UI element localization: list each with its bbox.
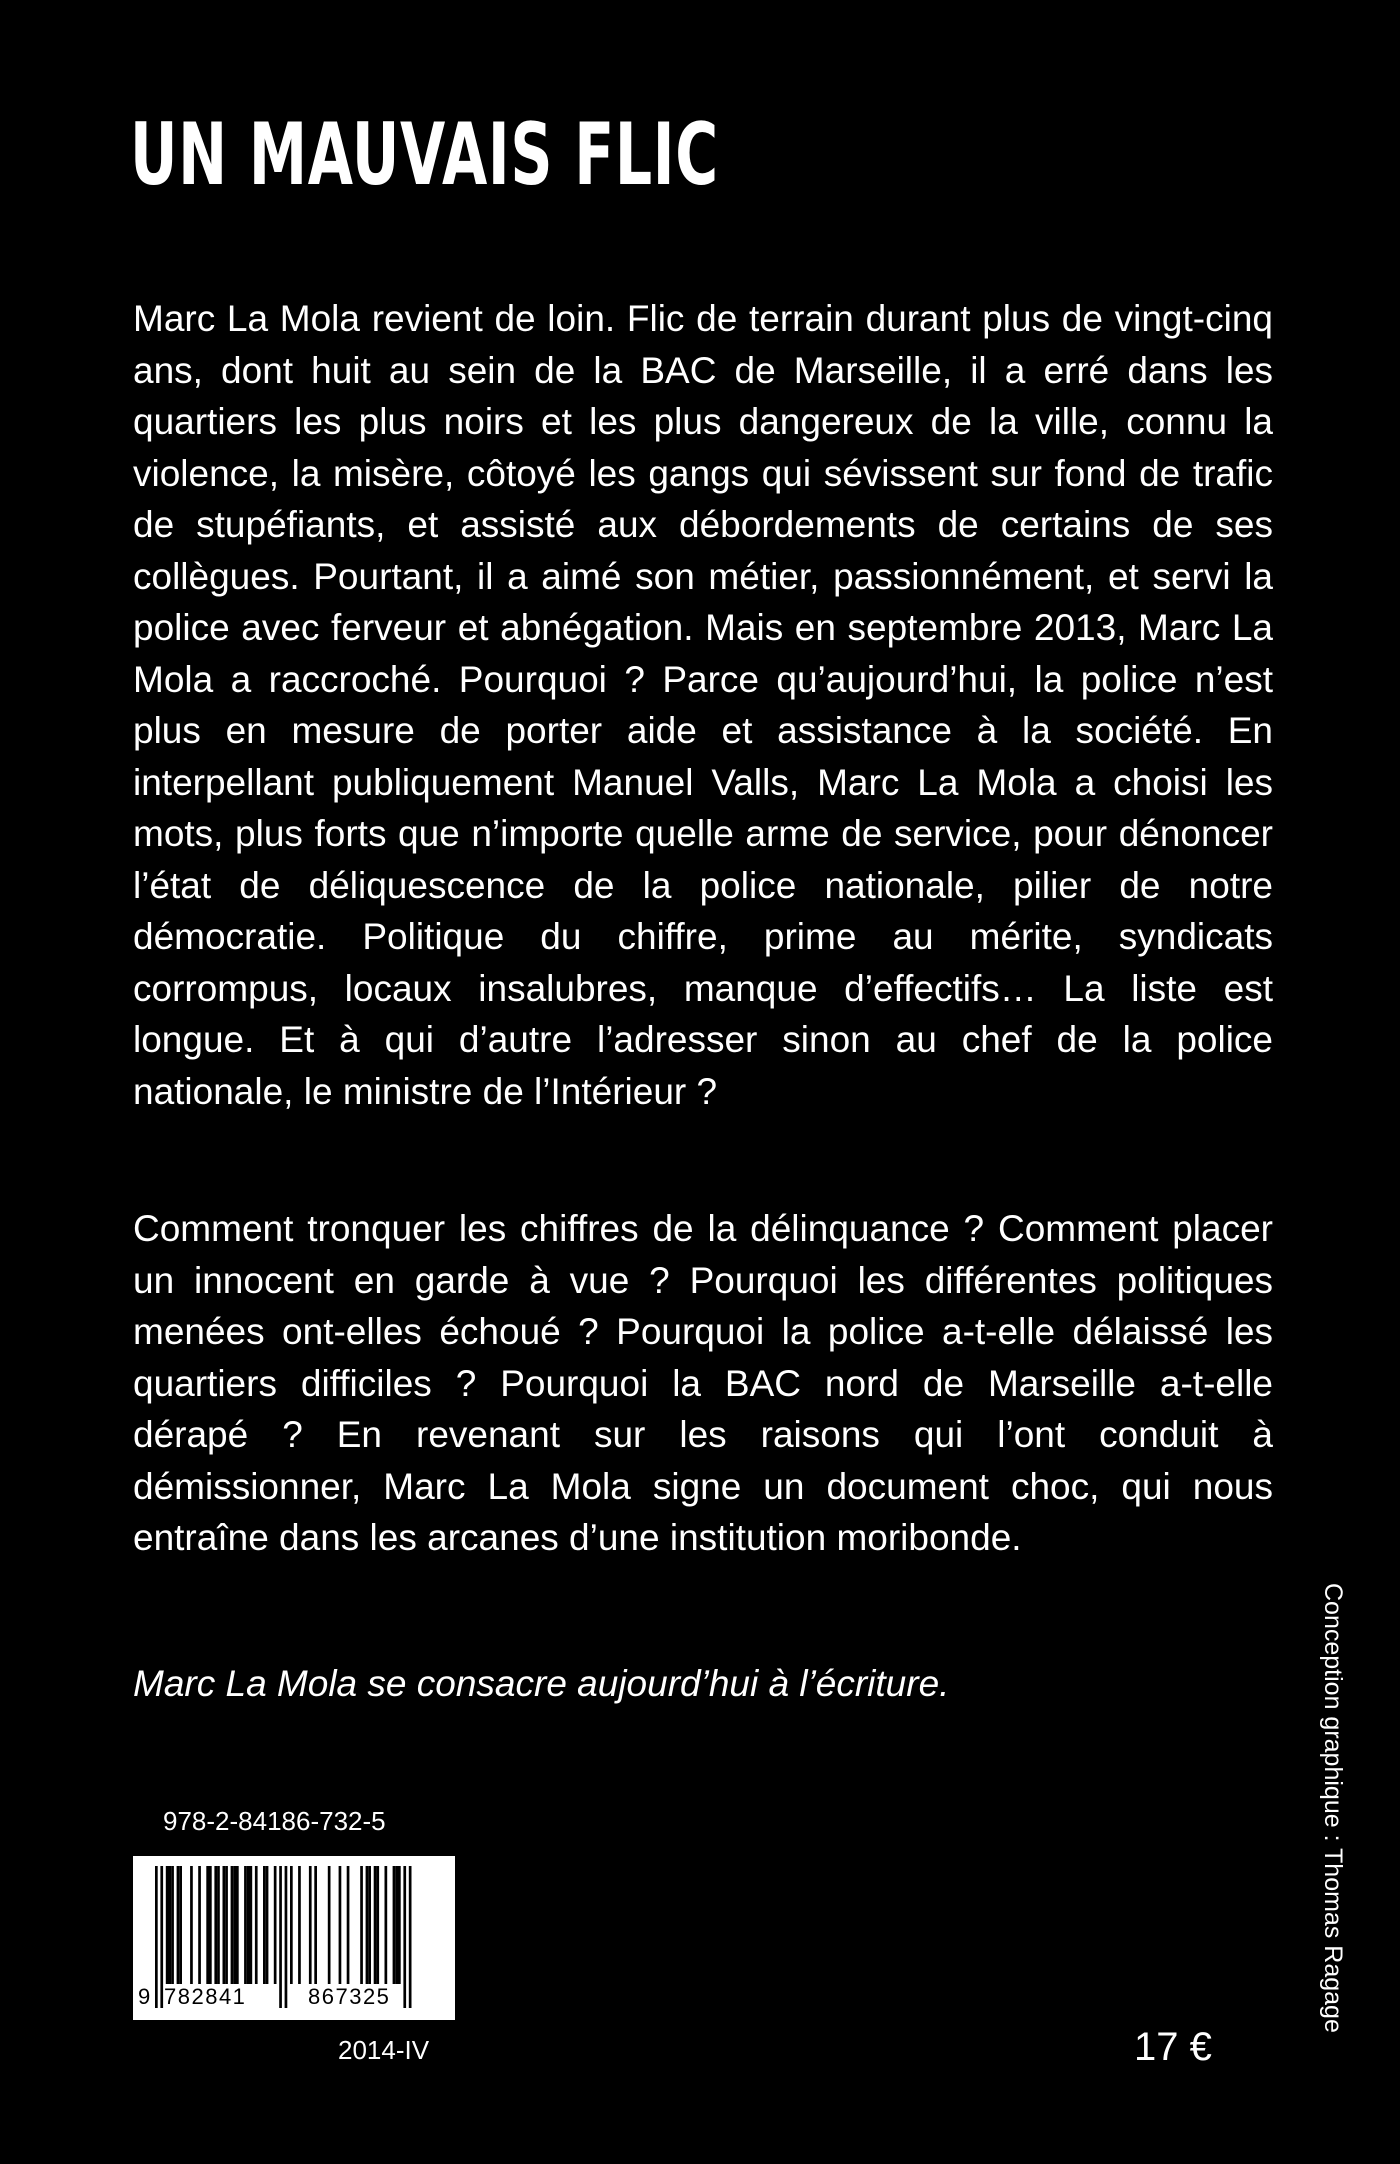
- barcode-bar: [198, 1866, 201, 1984]
- barcode-bar: [393, 1866, 396, 1984]
- barcode-bar: [374, 1866, 377, 1984]
- barcode-bar: [255, 1866, 258, 1984]
- barcode-bar: [223, 1866, 226, 1984]
- barcode: [133, 1856, 455, 2020]
- barcode-bar: [279, 1866, 282, 2008]
- barcode-bar: [231, 1866, 234, 1984]
- barcode-bar: [385, 1866, 388, 1984]
- barcode-bar: [314, 1866, 317, 1984]
- barcode-bar: [403, 1866, 406, 2008]
- barcode-bar: [376, 1866, 379, 1984]
- barcode-bar: [214, 1866, 217, 1984]
- barcode-bar: [368, 1866, 371, 1984]
- barcode-bar: [274, 1866, 277, 1984]
- barcode-bar: [285, 1866, 288, 2008]
- barcode-bar: [247, 1866, 250, 1984]
- barcode-bar: [244, 1866, 247, 1984]
- barcode-bar: [395, 1866, 398, 1984]
- barcode-bar: [179, 1866, 182, 1984]
- barcode-graphic: [133, 1856, 455, 2020]
- barcode-bar: [155, 1866, 158, 2008]
- barcode-bar: [409, 1866, 412, 2008]
- book-title: UN MAUVAIS FLIC: [130, 105, 719, 205]
- barcode-bar: [266, 1866, 269, 1984]
- barcode-bar: [250, 1866, 253, 1984]
- barcode-bar: [339, 1866, 342, 1984]
- design-credit: Conception graphique : Thomas Ragage: [1319, 1583, 1347, 2033]
- barcode-bar: [190, 1866, 193, 1984]
- synopsis-paragraph-1: Marc La Mola revient de loin. Flic de terrain durant plus de vingt-cinq ans, dont huit au sein de la BAC de Marseille, il a erré dans les quartiers les plus noirs et les plus dangereux de la ville, connu la violence, la misère, côtoyé les gangs qui sévissent sur fond de trafic de stupéfiants, et assisté aux débordements de certains de ses collègues. Pourtant, il a aimé son métier, passionnément, et servi la police avec ferveur et abnégation. Mais en septembre 2013, Marc La Mola a raccroché. Pourquoi ? Parce qu’aujourd’hui, la police n’est plus en mesure de porter aide et assistance à la société. En interpellant publiquement Manuel Valls, Marc La Mola a choisi les mots, plus forts que n’importe quelle arme de service, pour dénoncer l’état de déliquescence de la police nationale, pilier de notre démocratie. Politique du chiffre, prime au mérite, syndicats corrompus, locaux insalubres, manque d’effectifs… La liste est longue. Et à qui d’autre l’adresser sinon au chef de la police nationale, le ministre de l’Intérieur ?: [133, 298, 1273, 1112]
- barcode-bar: [398, 1866, 401, 1984]
- barcode-bar: [177, 1866, 180, 1984]
- synopsis-paragraph-2: Comment tronquer les chiffres de la délinquance ? Comment placer un innocent en garde à vue ? Pourquoi les différentes politiques menées ont-elles échoué ? Pourquoi la police a-t-elle délaissé les quartiers difficiles ? Pourquoi la BAC nord de Marseille a-t-elle dérapé ? En revenant sur les raisons qui l’ont conduit à démissionner, Marc La Mola signe un document choc, qui nous entraîne dans les arcanes d’une institution moribonde.: [133, 1208, 1273, 1558]
- barcode-bar: [171, 1866, 174, 1984]
- barcode-bar: [169, 1866, 172, 1984]
- barcode-bar: [366, 1866, 369, 1984]
- barcode-bar: [298, 1866, 301, 1984]
- barcode-bar: [309, 1866, 312, 1984]
- barcode-bar: [290, 1866, 293, 1984]
- barcode-lead-digit: 9: [138, 1984, 151, 2009]
- author-note: Marc La Mola se consacre aujourd’hui à l’écriture.: [133, 1663, 950, 1704]
- barcode-left-digits: 782841: [164, 1984, 247, 2009]
- barcode-bar: [166, 1866, 169, 1984]
- barcode-bar: [233, 1866, 236, 1984]
- barcode-bar: [263, 1866, 266, 1984]
- barcode-bar: [347, 1866, 350, 1984]
- barcode-bar: [236, 1866, 239, 1984]
- barcode-bar: [328, 1866, 331, 1984]
- barcode-bar: [360, 1866, 363, 1984]
- barcode-bar: [225, 1866, 228, 1984]
- barcode-bar: [160, 1866, 163, 2008]
- barcode-bar: [209, 1866, 212, 1984]
- edition-code: 2014-IV: [338, 2035, 430, 2065]
- price: 17 €: [1134, 2025, 1212, 2069]
- barcode-bar: [206, 1866, 209, 1984]
- barcode-right-digits: 867325: [308, 1984, 391, 2009]
- isbn-number: 978-2-84186-732-5: [163, 1806, 386, 1836]
- barcode-bar: [217, 1866, 220, 1984]
